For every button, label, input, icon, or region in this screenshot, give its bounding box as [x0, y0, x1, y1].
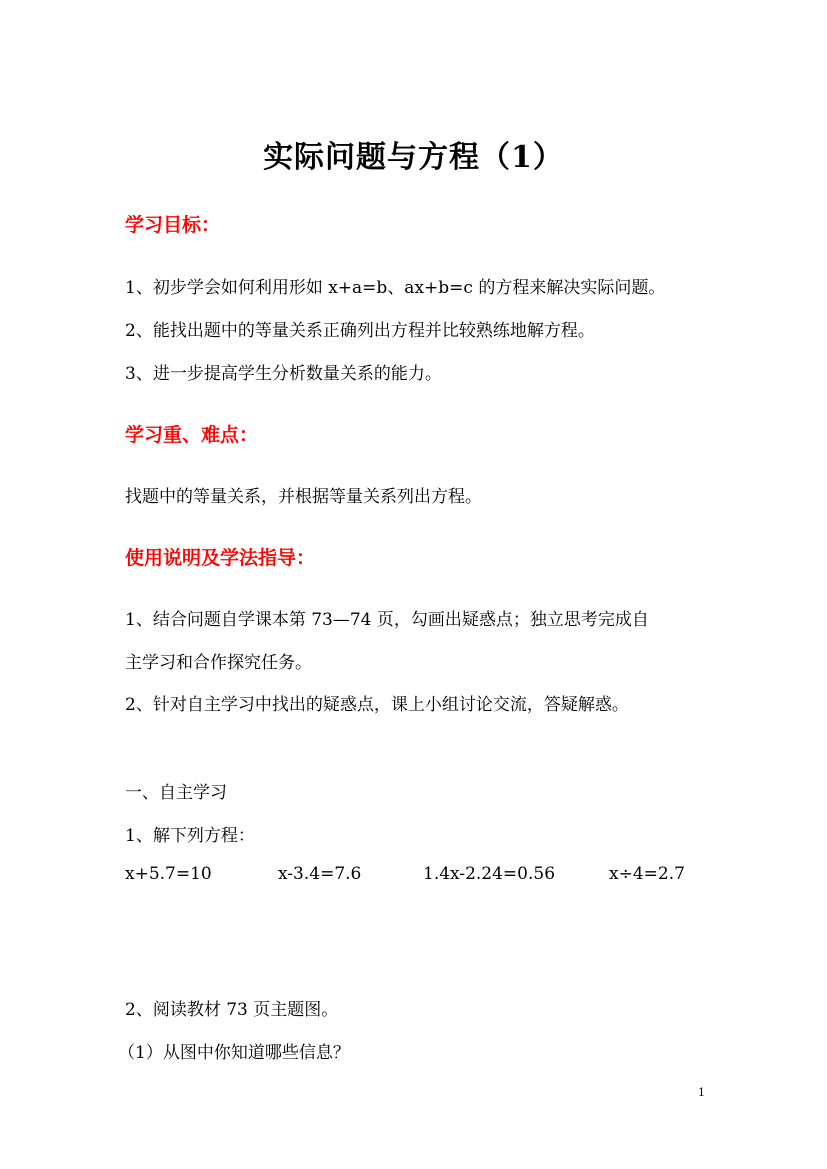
guide-item-2: 2、针对自主学习中找出的疑惑点，课上小组讨论交流，答疑解惑。 [125, 695, 629, 715]
goal-item-2: 2、能找出题中的等量关系正确列出方程并比较熟练地解方程。 [125, 321, 595, 341]
self-study-heading: 一、自主学习 [125, 783, 227, 803]
equation-1: x+5.7=10 [125, 864, 212, 884]
key-points-heading: 学习重、难点： [125, 424, 259, 446]
equation-3: 1.4x-2.24=0.56 [423, 864, 556, 884]
goal-item-1: 1、初步学会如何利用形如 x+a=b、ax+b=c 的方程来解决实际问题。 [125, 278, 666, 298]
goals-heading: 学习目标： [125, 214, 221, 236]
page-number: 1 [698, 1086, 705, 1099]
key-points-text: 找题中的等量关系，并根据等量关系列出方程。 [125, 487, 482, 507]
guide-heading: 使用说明及学法指导： [125, 547, 316, 569]
question-1: 1、解下列方程： [125, 826, 255, 846]
guide-item-1-line-1: 1、结合问题自学课本第 73—74 页，勾画出疑惑点；独立思考完成自 [125, 610, 649, 630]
equation-2: x-3.4=7.6 [278, 864, 362, 884]
question-2-sub-1: （1）从图中你知道哪些信息？ [118, 1043, 350, 1063]
goal-item-3: 3、进一步提高学生分析数量关系的能力。 [125, 364, 442, 384]
question-2: 2、阅读教材 73 页主题图。 [125, 1000, 339, 1020]
document-title: 实际问题与方程（1） [263, 140, 564, 175]
equation-4: x÷4=2.7 [609, 864, 685, 884]
guide-item-1-line-2: 主学习和合作探究任务。 [125, 653, 312, 673]
